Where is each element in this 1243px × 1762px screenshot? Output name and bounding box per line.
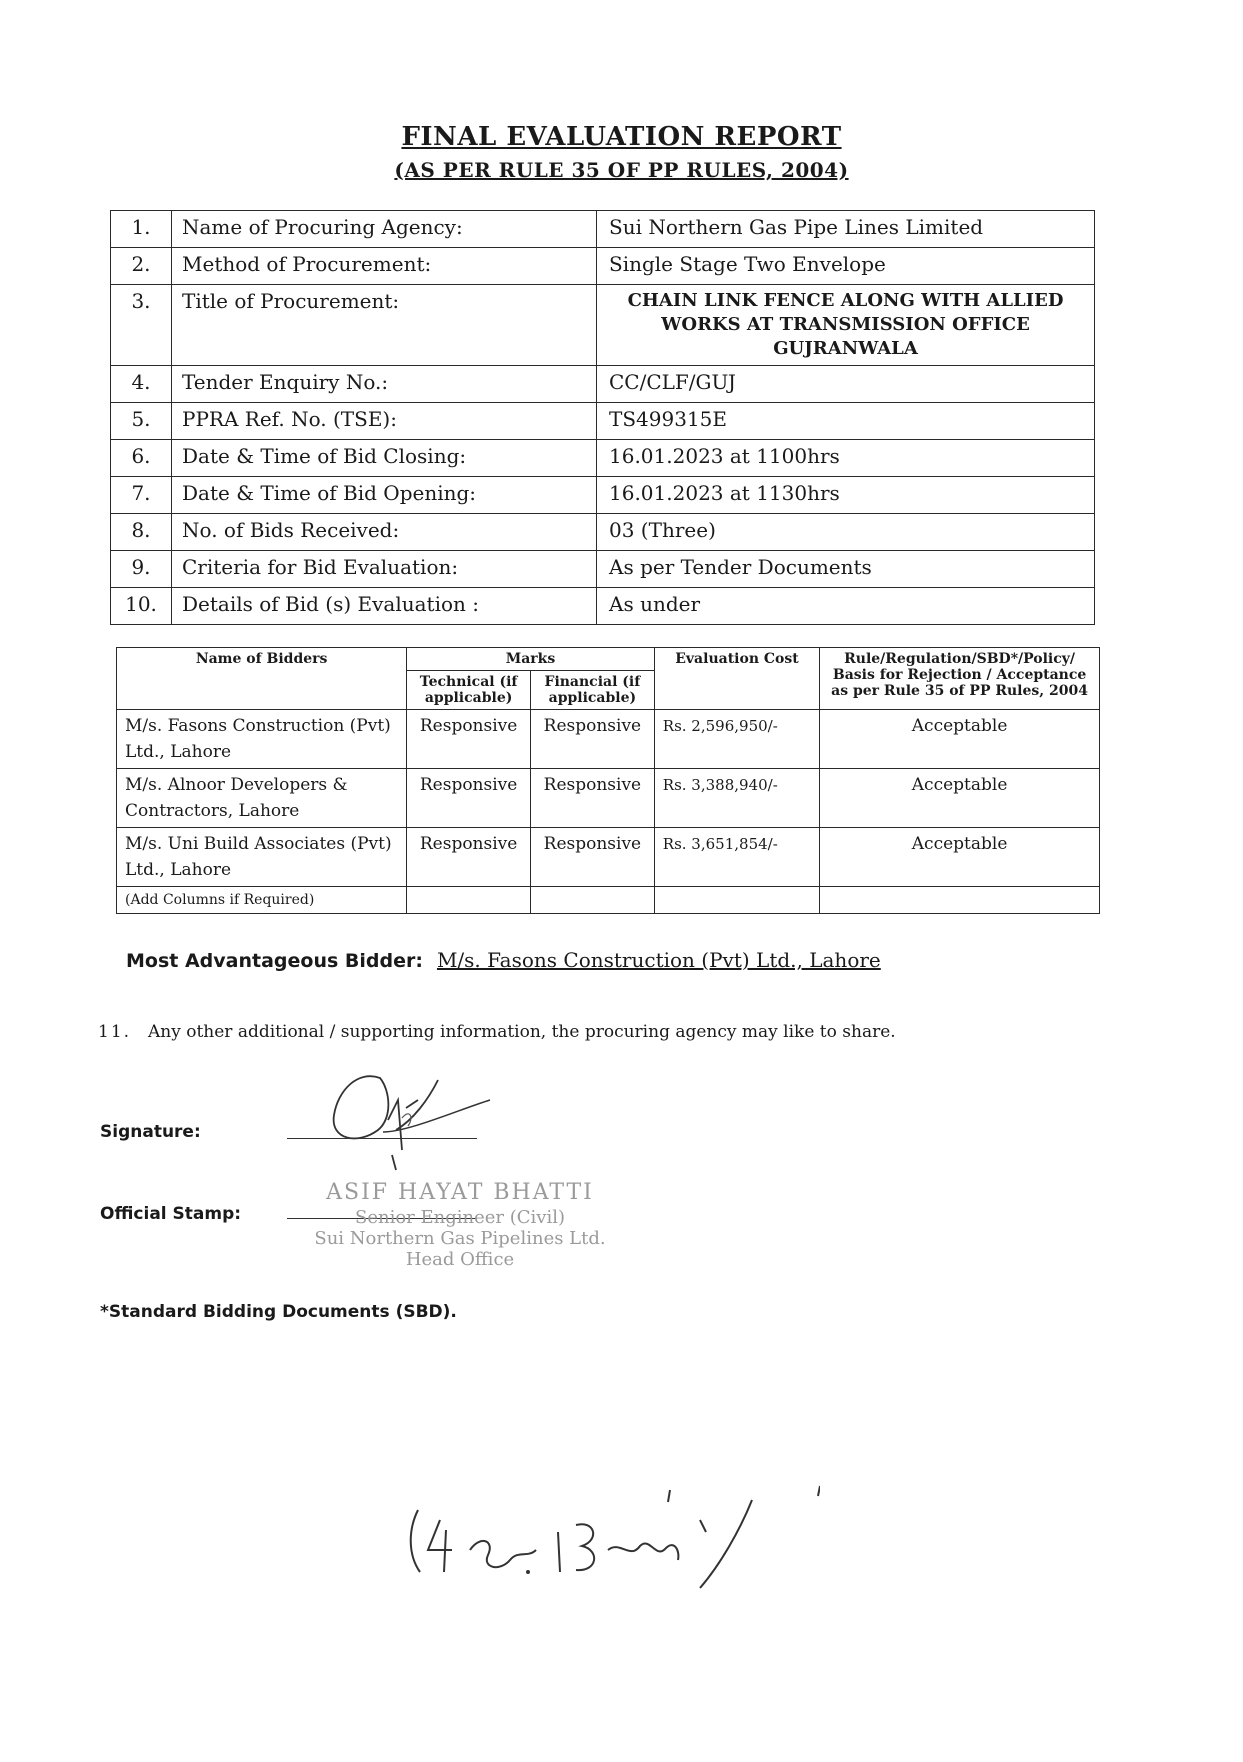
row-value: 16.01.2023 at 1100hrs <box>597 440 1095 477</box>
item-number: 11. <box>98 1022 132 1042</box>
official-stamp-label: Official Stamp: <box>100 1204 242 1224</box>
handwritten-note <box>400 1480 820 1600</box>
row-number: 10. <box>111 588 172 625</box>
info-row <box>111 211 1095 248</box>
technical-status: Responsive <box>407 769 531 828</box>
row-label: PPRA Ref. No. (TSE): <box>172 403 597 440</box>
bidder-name: M/s. Uni Build Associates (Pvt) Ltd., Lahore <box>117 828 407 887</box>
header-name-of-bidders: Name of Bidders <box>117 648 407 710</box>
info-row <box>111 285 1095 366</box>
empty-cell <box>531 887 655 914</box>
row-number: 9. <box>111 551 172 588</box>
row-number: 1. <box>111 211 172 248</box>
info-row <box>111 248 1095 285</box>
table-row <box>117 828 1100 887</box>
row-label: Date & Time of Bid Closing: <box>172 440 597 477</box>
advantageous-label: Most Advantageous Bidder: <box>126 950 423 972</box>
row-number: 8. <box>111 514 172 551</box>
row-value: As under <box>597 588 1095 625</box>
empty-cell <box>820 887 1100 914</box>
header-marks: Marks <box>407 648 655 671</box>
sbd-footnote: *Standard Bidding Documents (SBD). <box>100 1302 457 1322</box>
row-value: TS499315E <box>597 403 1095 440</box>
row-number: 3. <box>111 285 172 366</box>
stamp-designation: Senior Engineer (Civil) <box>355 1207 565 1228</box>
add-columns-note: (Add Columns if Required) <box>117 887 407 914</box>
technical-status: Responsive <box>407 710 531 769</box>
item-text: Any other additional / supporting information, the procuring agency may like to share. <box>148 1022 896 1042</box>
report-title: FINAL EVALUATION REPORT <box>401 122 842 152</box>
financial-status: Responsive <box>531 710 655 769</box>
signature <box>318 1060 498 1180</box>
bidder-name: M/s. Alnoor Developers & Contractors, Lahore <box>117 769 407 828</box>
most-advantageous-bidder <box>126 948 881 972</box>
item-11 <box>98 1022 896 1042</box>
table-row <box>117 710 1100 769</box>
header-evaluation-cost: Evaluation Cost <box>654 648 819 710</box>
row-number: 6. <box>111 440 172 477</box>
table-row <box>117 769 1100 828</box>
row-value: 16.01.2023 at 1130hrs <box>597 477 1095 514</box>
header-row <box>117 648 1100 671</box>
info-row <box>111 551 1095 588</box>
row-label: Title of Procurement: <box>172 285 597 366</box>
header-rule-basis: Rule/Regulation/SBD*/Policy/ Basis for Rejection / Acceptance as per Rule 35 of PP Rules, 2004 <box>820 648 1100 710</box>
stamp-company: Sui Northern Gas Pipelines Ltd. <box>314 1228 606 1249</box>
row-label: Name of Procuring Agency: <box>172 211 597 248</box>
rule-status: Acceptable <box>820 769 1100 828</box>
table-row <box>117 887 1100 914</box>
row-value: As per Tender Documents <box>597 551 1095 588</box>
info-row <box>111 403 1095 440</box>
stamp-office: Head Office <box>405 1249 515 1270</box>
evaluation-cost: Rs. 2,596,950/- <box>654 710 819 769</box>
row-number: 5. <box>111 403 172 440</box>
row-label: Date & Time of Bid Opening: <box>172 477 597 514</box>
official-stamp <box>300 1180 620 1270</box>
row-label: Details of Bid (s) Evaluation : <box>172 588 597 625</box>
bidder-name: M/s. Fasons Construction (Pvt) Ltd., Lahore <box>117 710 407 769</box>
header-financial: Financial (if applicable) <box>531 671 655 710</box>
empty-cell <box>407 887 531 914</box>
row-number: 2. <box>111 248 172 285</box>
rule-status: Acceptable <box>820 828 1100 887</box>
procurement-title: CHAIN LINK FENCE ALONG WITH ALLIED WORKS AT TRANSMISSION OFFICE GUJRANWALA <box>597 285 1095 366</box>
info-row <box>111 477 1095 514</box>
row-number: 7. <box>111 477 172 514</box>
bids-evaluation-table <box>116 647 1100 914</box>
row-label: Criteria for Bid Evaluation: <box>172 551 597 588</box>
report-subtitle: (AS PER RULE 35 OF PP RULES, 2004) <box>394 158 849 182</box>
info-row <box>111 440 1095 477</box>
evaluation-cost: Rs. 3,388,940/- <box>654 769 819 828</box>
procurement-info-table <box>110 210 1095 625</box>
financial-status: Responsive <box>531 769 655 828</box>
info-row <box>111 366 1095 403</box>
row-label: No. of Bids Received: <box>172 514 597 551</box>
rule-status: Acceptable <box>820 710 1100 769</box>
row-value: Single Stage Two Envelope <box>597 248 1095 285</box>
row-label: Method of Procurement: <box>172 248 597 285</box>
row-value: CC/CLF/GUJ <box>597 366 1095 403</box>
evaluation-cost: Rs. 3,651,854/- <box>654 828 819 887</box>
row-label: Tender Enquiry No.: <box>172 366 597 403</box>
advantageous-value: M/s. Fasons Construction (Pvt) Ltd., Lahore <box>436 948 881 972</box>
info-row <box>111 588 1095 625</box>
row-value: 03 (Three) <box>597 514 1095 551</box>
row-value: Sui Northern Gas Pipe Lines Limited <box>597 211 1095 248</box>
header-technical: Technical (if applicable) <box>407 671 531 710</box>
signature-label: Signature: <box>100 1122 201 1142</box>
empty-cell <box>654 887 819 914</box>
info-row <box>111 514 1095 551</box>
financial-status: Responsive <box>531 828 655 887</box>
technical-status: Responsive <box>407 828 531 887</box>
row-number: 4. <box>111 366 172 403</box>
stamp-name: ASIF HAYAT BHATTI <box>326 1180 594 1205</box>
